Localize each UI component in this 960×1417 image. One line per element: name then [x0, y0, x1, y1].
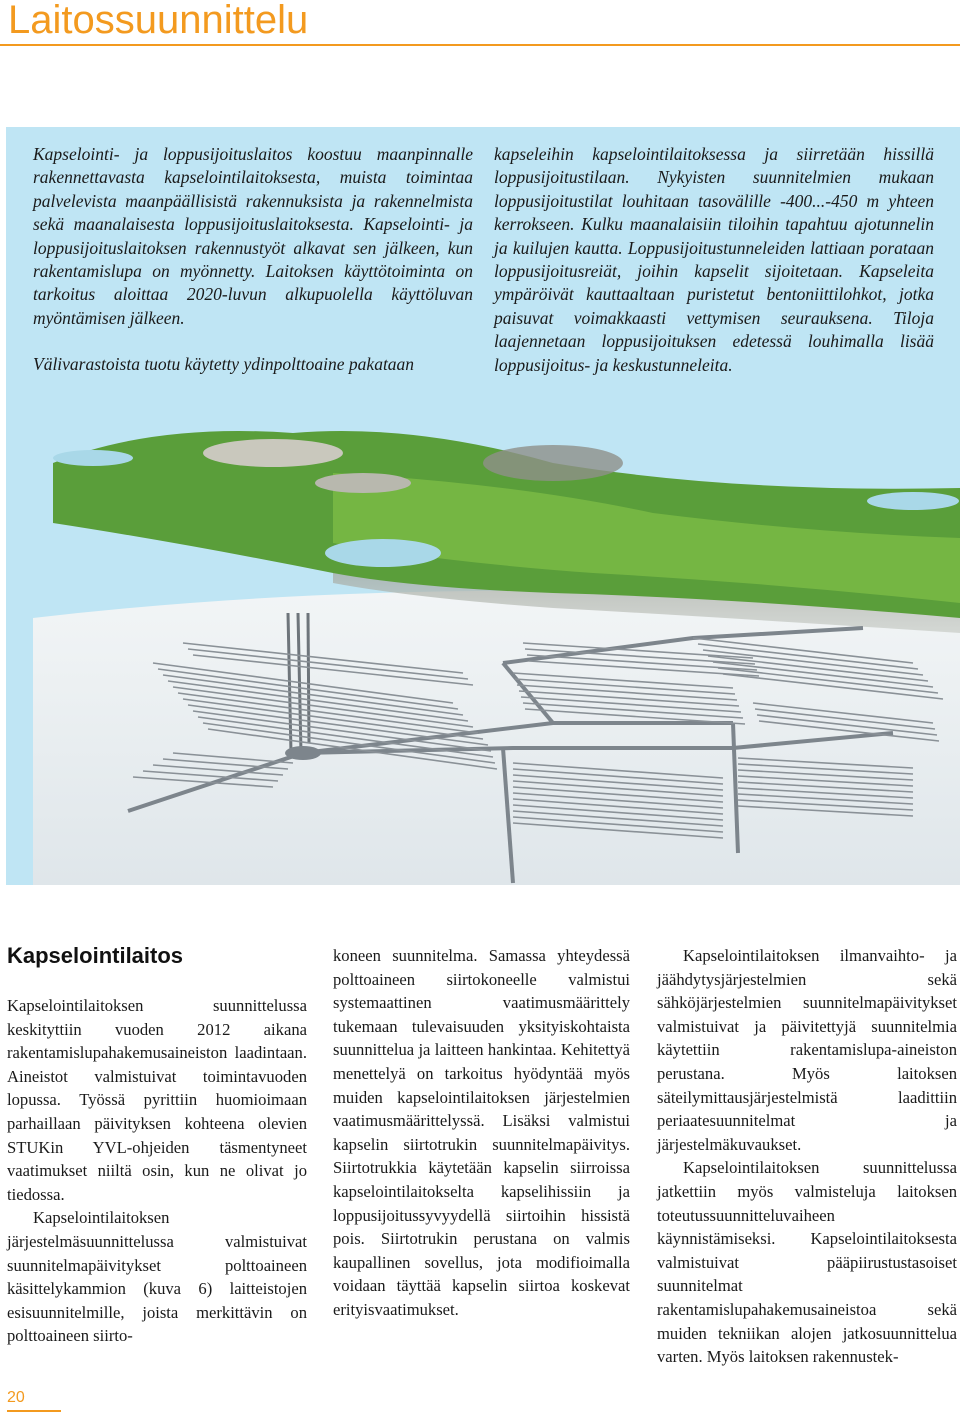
body-column-2 — [333, 944, 630, 1322]
surface-clearing — [203, 439, 343, 467]
title-rule — [0, 44, 960, 46]
lake — [867, 492, 959, 510]
repository-illustration-svg — [33, 403, 960, 885]
lake — [325, 539, 441, 567]
page-number-rule — [7, 1410, 61, 1412]
body-paragraph: Kapselointilaitoksen järjestelmäsuunnittelussa valmistuivat suunnitelmapäivitykset polttoaineen käsittelykammion (kuva 6) laitteistojen esisuunnitelmille, joista merkittävin on polttoaineen siirto- — [7, 1208, 307, 1346]
body-paragraph: Kapselointilaitoksen suunnittelussa jatkettiin myös valmisteluja laitoksen toteutussuunnitteluvaiheen käynnistämiseksi. Kapselointilaitoksesta valmistuivat pääpiirustustasoiset suunnitelmat rakentamislupahakemusaineistoa sekä muiden tekniikan alojen jatkosuunnittelua varten. Myös laitoksen rakennustek- — [657, 1158, 957, 1367]
repository-illustration — [33, 403, 960, 885]
page-number: 20 — [7, 1389, 25, 1406]
body-paragraph: Kapselointilaitoksen suunnittelussa keskityttiin vuoden 2012 aikana rakentamislupahakemusaineiston laadintaan. Aineistot valmistuivat toimintavuoden lopussa. Työssä pyrittiin huomioimaan parhaillaan päivityksen kohteena olevien STUKin YVL-ohjeiden täsmentyneet vaatimukset niiltä osin, kun ne olivat jo tiedossa. — [7, 996, 307, 1204]
body-paragraph: Kapselointilaitoksen ilmanvaihto- ja jäähdytysjärjestelmien sekä sähköjärjestelmien suunnitelmapäivitykset valmistuivat ja päivitettyjä suunnitelmia käytettiin rakentamislupa-aineiston perustana. Myös laitoksen säteilymittausjärjestelmistä laadittiin periaatesuunnitelmat ja järjestelmäkuvaukset. — [657, 946, 957, 1154]
section-heading: Kapselointilaitos — [7, 943, 184, 968]
surface-clearing — [483, 445, 623, 481]
body-paragraph: koneen suunnitelma. Samassa yhteydessä polttoaineen siirtokoneelle valmistui systemaattinen vaatimusmäärittely tukemaan tulevaisuuden yksityiskohtaista suunnittelua ja laitteen hankintaa. Kehitettyä menettelyä on tarkoitus hyödyntää myös muiden kapselointilaitoksen järjestelmien vaatimusmäärittelyssä. Lisäksi valmistui kapselin siirtotrukin suunnitelmapäivitys. Siirtotrukkia käytetään kapselin siirroissa kapselointilaitokselta kapselihissiin ja loppusijoitussyvyydellä siirtoihin hissistä pois. Siirtotrukin perustana on valmis kaupallinen sovellus, jota modifioimalla voidaan täyttää kapselin siirtoa koskevat erityisvaatimukset. — [333, 946, 630, 1319]
intro-right-column — [494, 143, 934, 400]
intro-left-column — [33, 143, 473, 400]
lake — [53, 450, 133, 466]
page-title: Laitossuunnittelu — [8, 0, 309, 42]
intro-paragraph: Kapselointi- ja loppusijoituslaitos koostuu maanpinnalle rakennettavasta kapselointilaitoksesta, muista toimintaa palvelevista maanpäällisistä rakennuksista ja rakennelmista sekä maanalaisesta loppusijoituslaitoksesta. Kapselointi- ja loppusijoituslaitoksen rakennustyöt alkavat sen jälkeen, kun rakentamislupa on myönnetty. Laitoksen käyttötoiminta on tarkoitus aloittaa 2020-luvun alkupuolella käyttöluvan myöntämisen jälkeen. — [33, 144, 473, 328]
intro-paragraph: Välivarastoista tuotu käytetty ydinpolttoaine pakataan — [33, 354, 415, 375]
shaft-hall — [285, 746, 321, 760]
surface-clearing — [315, 473, 411, 493]
intro-paragraph: kapseleihin kapselointilaitoksessa ja siirretään hissillä loppusijoitustilaan. Nykyisten suunnitelmien mukaan loppusijoitustilat louhitaan tasovälille -400...-450 m yhteen kerrokseen. Kulku maanalaisiin tiloihin tapahtuu ajotunnelin ja kuilujen kautta. Loppusijoitustunneleiden lattiaan porataan loppusijoitusreiät, joihin kapselit sijoitetaan. Kapseleita ympäröivät kauttaaltaan puristetut bentoniittilohkot, jotka paisuvat voimakkaasti vettymisen seurauksena. Tiloja laajennetaan loppusijoituksen edetessä louhimalla lisää loppusijoitus- ja keskustunneleita. — [494, 144, 934, 375]
body-column-3 — [657, 944, 957, 1369]
body-column-1 — [7, 994, 307, 1348]
